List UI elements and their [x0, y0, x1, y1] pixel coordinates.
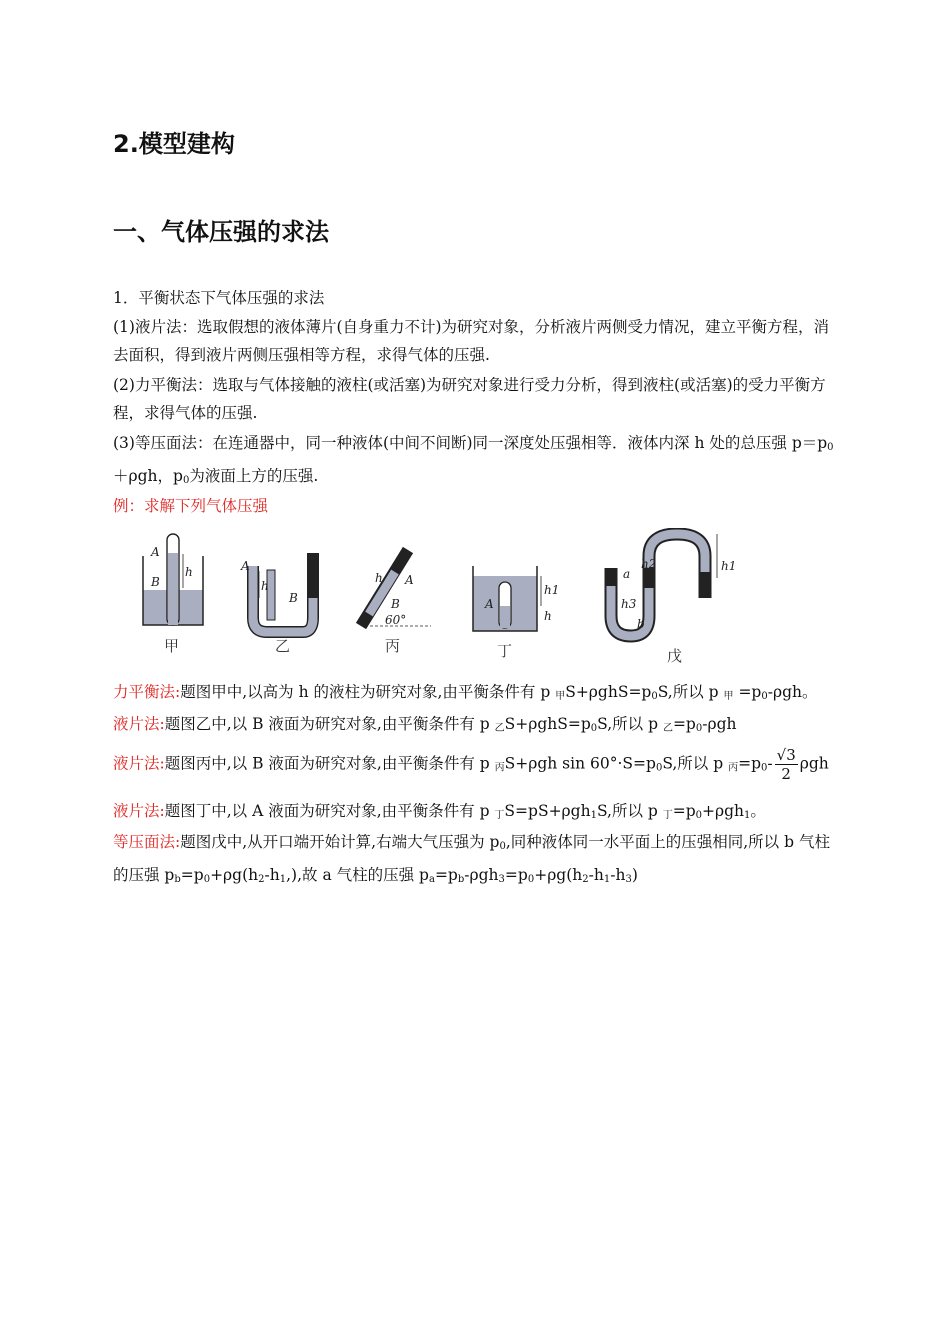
svg-text:h: h: [261, 579, 269, 593]
svg-text:A: A: [485, 597, 494, 611]
caption-jia: 甲: [164, 637, 180, 655]
svg-text:h1: h1: [721, 559, 737, 573]
chapter-title: 一、气体压强的求法: [113, 218, 329, 246]
caption-bing: 丙: [385, 637, 401, 655]
svg-text:60°: 60°: [385, 613, 407, 627]
method-1-paragraph: (1)液片法：选取假想的液体薄片(自身重力不计)为研究对象，分析液片两侧受力情况，建立平衡方程，消去面积，得到液片两侧压强相等方程，求得气体的压强.: [113, 318, 830, 364]
svg-text:h1: h1: [544, 583, 560, 597]
svg-text:h: h: [375, 571, 383, 585]
diagram-yi: [240, 553, 313, 655]
svg-text:h3: h3: [621, 597, 637, 611]
solution-wu: 等压面法:题图戊中,从开口端开始计算,右端大气压强为 $p_0$,同种液体同一水平面上的压强相同,所以 b 气柱的压强 $p_b=p_0+\rho g(h_2-h_1,)$,故 a 气柱的压强 $p_a=p_b-\rho gh_3=p_0+\rho g(h_2-h_1-h_3)$: [113, 833, 830, 885]
svg-text:A: A: [405, 573, 414, 587]
diagram-wu: [611, 534, 736, 665]
svg-text:h: h: [185, 565, 193, 579]
caption-yi: 乙: [275, 637, 291, 655]
method-3-paragraph: (3)等压面法：在连通器中，同一种液体(中间不间断)同一深度处压强相等．液体内深 h 处的总压强 $p=p_0+\rho gh$，$p_0$为液面上方的压强.: [113, 434, 834, 486]
diagram-jia: [143, 534, 203, 655]
svg-text:h: h: [544, 609, 552, 623]
example-label: 例：求解下列气体压强: [113, 497, 269, 515]
sqrt3-over-2-fraction: $\frac{√3}{2}$: [776, 746, 796, 783]
intro-heading: 1．平衡状态下气体压强的求法: [113, 289, 325, 307]
solution-jia: 力平衡法:题图甲中,以高为 h 的液柱为研究对象,由平衡条件有 p 甲$S+\rho ghS=p_0S$,所以 p 甲 $=p_0$-ρgh。: [113, 683, 818, 702]
svg-text:B: B: [151, 575, 160, 589]
svg-text:b: b: [637, 617, 645, 631]
caption-wu: 戊: [667, 647, 683, 665]
svg-text:h2: h2: [641, 557, 657, 571]
diagram-ding: [473, 566, 559, 660]
svg-text:B: B: [391, 597, 400, 611]
solution-ding: 液片法:题图丁中,以 A 液面为研究对象,由平衡条件有 p 丁S=pS+ρgh$_1$S,所以 p 丁$=p_0+\rho gh_1$。: [113, 802, 766, 821]
pressure-diagrams-figure: [133, 528, 763, 668]
svg-text:A: A: [151, 545, 160, 559]
solution-yi: 液片法:题图乙中,以 B 液面为研究对象,由平衡条件有 p 乙$S+\rho ghS=p_0S$,所以 p 乙$=p_0$-ρgh: [113, 715, 737, 734]
svg-text:A: A: [241, 559, 250, 573]
svg-text:B: B: [289, 591, 298, 605]
svg-text:a: a: [623, 567, 631, 581]
caption-ding: 丁: [497, 642, 513, 660]
section-title: 2.模型建构: [113, 130, 235, 158]
diagram-bing: [361, 550, 431, 655]
method-2-paragraph: (2)力平衡法：选取与气体接触的液柱(或活塞)为研究对象进行受力分析，得到液柱(或活塞)的受力平衡方程，求得气体的压强.: [113, 376, 826, 422]
solution-bing: 液片法:题图丙中,以 B 液面为研究对象,由平衡条件有 p 丙S+ρgh $\sin 60^\circ\cdot S=p_0S$,所以 p 丙$=p_0-$ $\frac{√3}{2}$ ρgh: [113, 746, 829, 783]
